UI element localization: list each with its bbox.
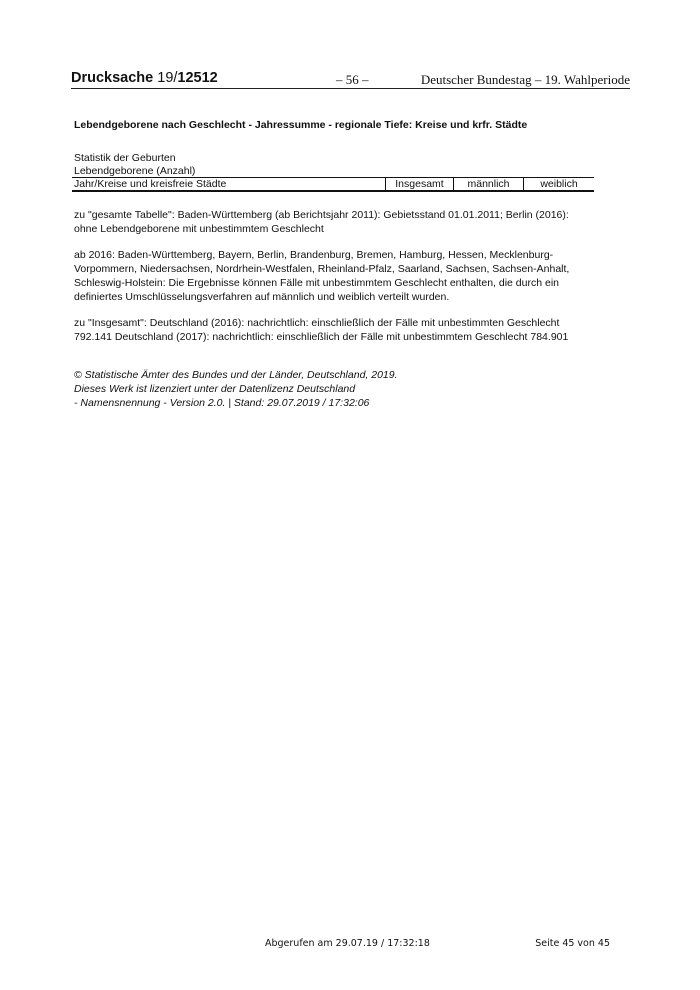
publisher: Deutscher Bundestag – 19. Wahlperiode — [420, 72, 630, 87]
note-line: definiertes Umschlüsselungsverfahren auf männlich und weiblich verteilt wurden. — [74, 291, 450, 303]
document-number-value: 12512 — [177, 70, 218, 86]
note-line: zu "gesamte Tabelle": Baden-Württemberg (ab Berichtsjahr 2011): Gebietsstand 01.01.2011; Berlin (2016): — [74, 209, 569, 221]
page-info: Seite 45 von 45 — [535, 938, 610, 949]
note-line: 792.141 Deutschland (2017): nachrichtlich: einschließlich der Fälle mit unbestimmtem Geschlecht 784.901 — [74, 331, 569, 343]
column-header-total: Insgesamt — [385, 178, 453, 190]
page-number: – 56 – — [336, 72, 369, 87]
measure-name: Lebendgeborene (Anzahl) — [74, 165, 196, 177]
license-line: © Statistische Ämter des Bundes und der Länder, Deutschland, 2019. — [74, 369, 398, 381]
document-number-prefix: 19/ — [157, 70, 178, 86]
document-label: Drucksache — [71, 70, 154, 86]
note-line: Schleswig-Holstein: Die Ergebnisse können Fälle mit unbestimmtem Geschlecht enthalten, die durch ein — [74, 277, 559, 289]
report-title: Lebendgeborene nach Geschlecht - Jahressumme - regionale Tiefe: Kreise und krfr. Städte — [74, 119, 528, 131]
note-total-table — [74, 208, 604, 236]
note-line: Vorpommern, Niedersachsen, Nordrhein-Westfalen, Rheinland-Pfalz, Saarland, Sachsen, Sachsen-Anhalt, — [74, 263, 570, 275]
statistic-name: Statistik der Geburten — [74, 152, 176, 164]
license-line: - Namensnennung - Version 2.0. | Stand: 29.07.2019 / 17:32:06 — [74, 397, 370, 409]
note-since-2016 — [74, 248, 604, 304]
note-line: ohne Lebendgeborene mit unbestimmtem Geschlecht — [74, 223, 324, 235]
retrieved-timestamp: Abgerufen am 29.07.19 / 17:32:18 — [265, 938, 430, 949]
page-header — [71, 70, 630, 90]
document-number — [71, 70, 218, 86]
column-header-male: männlich — [453, 178, 523, 190]
license-line: Dieses Werk ist lizenziert unter der Datenlizenz Deutschland — [74, 383, 356, 395]
note-insgesamt — [74, 316, 604, 344]
license-notice — [74, 368, 398, 410]
column-header-region: Jahr/Kreise und kreisfreie Städte — [74, 178, 227, 190]
note-line: zu "Insgesamt": Deutschland (2016): nachrichtlich: einschließlich der Fälle mit unbestimmten Geschlecht — [74, 317, 560, 329]
table-header — [72, 177, 594, 192]
column-header-female: weiblich — [523, 178, 594, 190]
note-line: ab 2016: Baden-Württemberg, Bayern, Berlin, Brandenburg, Bremen, Hamburg, Hessen, Mecklenburg- — [74, 249, 554, 261]
header-rule — [71, 88, 630, 89]
